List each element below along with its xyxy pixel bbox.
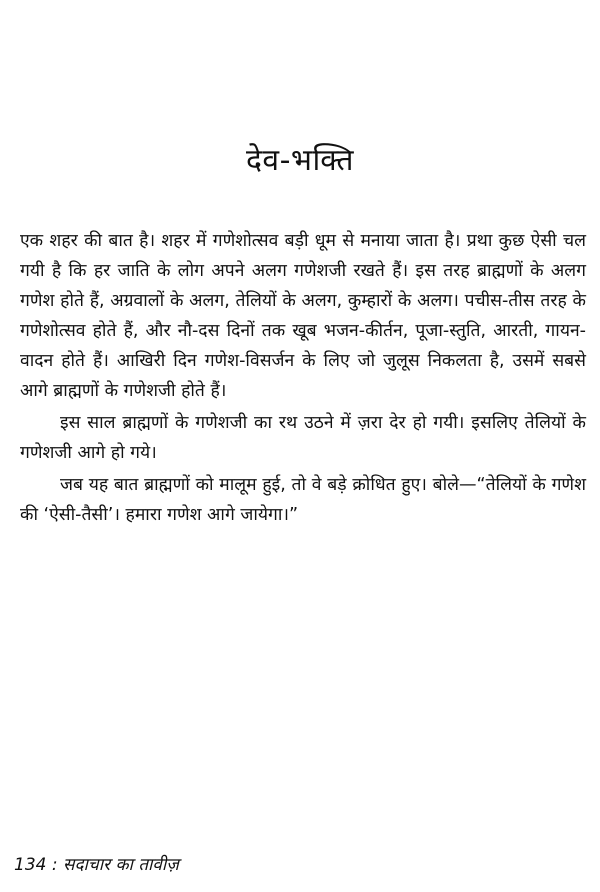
paragraph: एक शहर की बात है। शहर में गणेशोत्सव बड़ी धूम से मनाया जाता है। प्रथा कुछ ऐसी चल गयी है कि हर जाति के लोग अपने अलग गणेशजी रखते हैं। इस तरह ब्राह्मणों के अलग गणेश होते हैं, अग्रवालों के अलग, तेलियों के अलग, कुम्हारों के अलग। पचीस-तीस तरह के गणेशोत्सव होते हैं, और नौ-दस दिनों तक खूब भजन-कीर्तन, पूजा-स्तुति, आरती, गायन-वादन होते हैं। आखिरी दिन गणेश-विसर्जन के लिए जो जुलूस निकलता है, उसमें सबसे आगे ब्राह्मणों के गणेशजी होते हैं। bbox=[20, 231, 586, 401]
paragraph: जब यह बात ब्राह्मणों को मालूम हुई, तो वे बड़े क्रोधित हुए। बोले—“तेलियों के गणेश की ‘ऐसी-तैसी’। हमारा गणेश आगे जायेगा।” bbox=[20, 475, 586, 525]
chapter-body bbox=[20, 226, 586, 532]
chapter-title: देव-भक्ति bbox=[246, 143, 354, 179]
page-footer: 134 : सदाचार का तावीज़ bbox=[14, 855, 179, 875]
paragraph: इस साल ब्राह्मणों के गणेशजी का रथ उठने में ज़रा देर हो गयी। इसलिए तेलियों के गणेशजी आगे हो गये। bbox=[20, 413, 586, 463]
